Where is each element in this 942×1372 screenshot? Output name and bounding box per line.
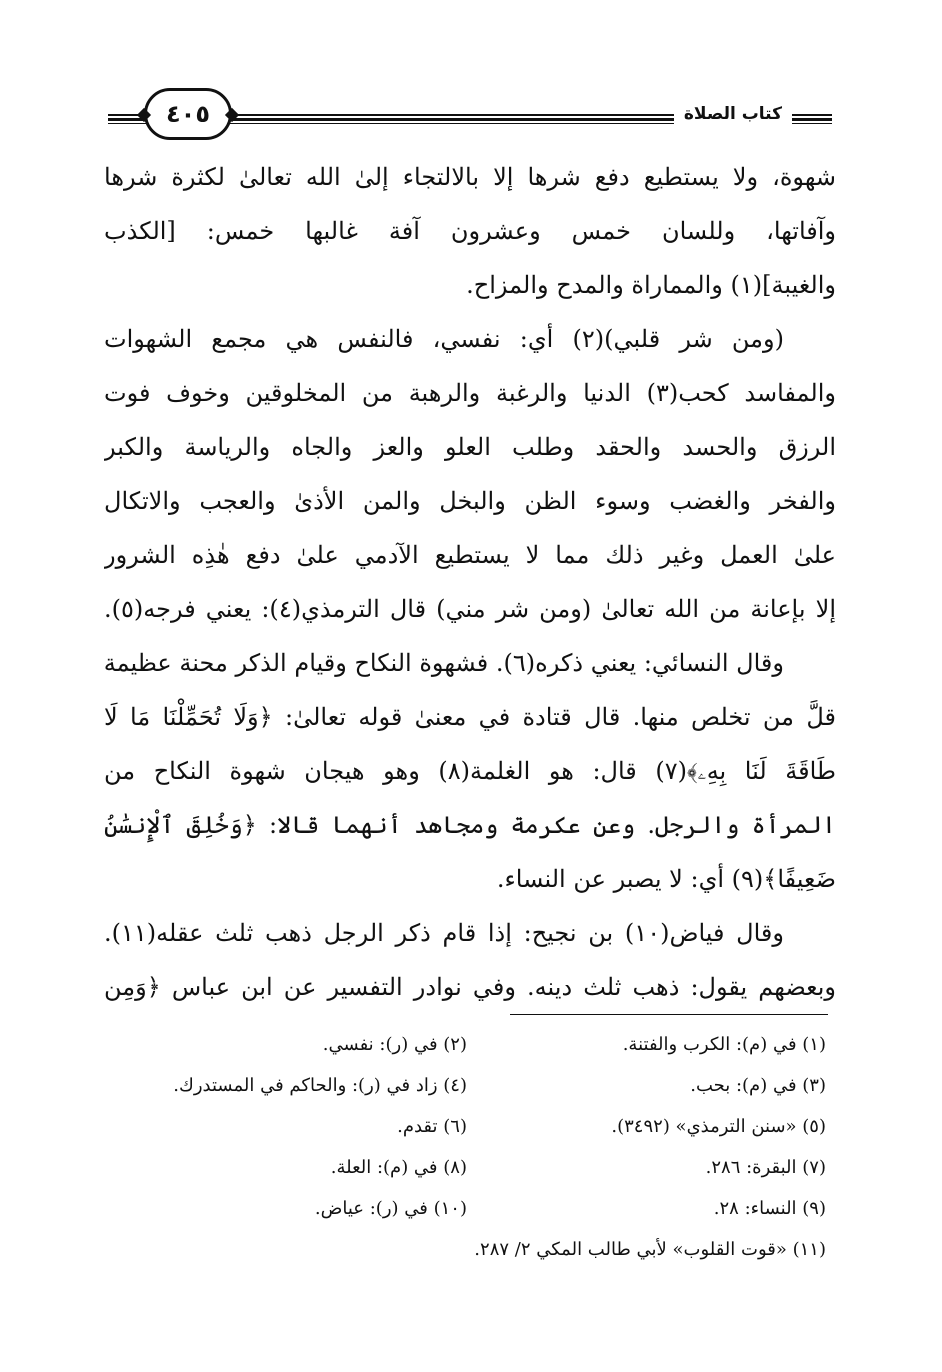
footnote: (٦) تقدم. — [397, 1116, 467, 1137]
footnote: (٧) البقرة: ٢٨٦. — [705, 1157, 826, 1178]
page-number: ٤٠٥ — [166, 100, 210, 128]
text-line: علىٰ العمل وغير ذلك مما لا يستطيع الآدمي علىٰ دفع هٰذِه الشرور — [104, 541, 836, 569]
text-line: وآفاتها، وللسان خمس وعشرون آفة غالبها خمس: [الكذب — [104, 217, 836, 245]
footnote: (٥) «سنن الترمذي» (٣٤٩٢). — [611, 1116, 826, 1137]
footnote: (٨) في (م): العلة. — [330, 1157, 467, 1178]
text-line: والفخر والغضب وسوء الظن والبخل والمن الأذىٰ والعجب والاتكال — [104, 487, 836, 515]
footnote-row — [108, 1188, 826, 1229]
footnote: (٢) في (ر): نفسي. — [322, 1034, 467, 1055]
text-line: الرزق والحسد والحقد وطلب العلو والعز والجاه والرياسة والكبر — [104, 433, 836, 461]
text-line: طَاقَةَ لَنَا بِهِۦ﴾(٧) قال: هو الغلمة(٨) وهو هيجان شهوة النكاح من — [104, 757, 836, 785]
text-line: والغيبة](١) والمماراة والمدح والمزاح. — [466, 271, 836, 299]
footnote-row — [108, 1106, 826, 1147]
text-line: وبعضهم يقول: ذهب ثلث دينه. وفي نوادر التفسير عن ابن عباس ﴿وَمِن — [104, 973, 836, 1001]
main-text — [104, 150, 836, 1014]
footnote: (١) في (م): الكرب والفتنة. — [622, 1034, 826, 1055]
text-line: شهوة، ولا يستطيع دفع شرها إلا بالالتجاء إلىٰ الله تعالىٰ لكثرة شرها — [104, 163, 836, 191]
footnote-row — [108, 1147, 826, 1188]
text-line: وقال فياض(١٠) بن نجيح: إذا قام ذكر الرجل ذهب ثلث عقله(١١). — [104, 919, 784, 947]
running-title: كتاب الصلاة — [674, 104, 792, 124]
text-line: (ومن شر قلبي)(٢) أي: نفسي، فالنفس هي مجمع الشهوات — [104, 325, 784, 353]
page-header — [108, 88, 832, 148]
page-number-frame — [144, 88, 232, 140]
text-line: وقال النسائي: يعني ذكره(٦). فشهوة النكاح وقيام الذكر محنة عظيمة — [104, 649, 784, 677]
text-line: ضَعِيفًا﴾(٩) أي: لا يصبر عن النساء. — [496, 865, 836, 893]
text-line: والمفاسد كحب(٣) الدنيا والرغبة والرهبة من المخلوقين وخوف فوت — [104, 379, 836, 407]
footnote: (١١) «قوت القلوب» لأبي طالب المكي ٢/ ٢٨٧. — [474, 1239, 826, 1260]
footnotes — [108, 1024, 826, 1270]
footnote: (٤) زاد في (ر): والحاكم في المستدرك. — [173, 1075, 467, 1096]
footnote-row — [108, 1024, 826, 1065]
footnote-row — [108, 1229, 826, 1270]
footnote: (١٠) في (ر): عياض. — [314, 1198, 467, 1219]
footnote: (٣) في (م): بحب. — [690, 1075, 826, 1096]
footnote-separator — [510, 1014, 828, 1015]
text-line: قلَّ من تخلص منها. قال قتادة في معنىٰ قوله تعالىٰ: ﴿وَلَا تُحَمِّلْنَا مَا لَا — [104, 703, 836, 731]
text-line: إلا بإعانة من الله تعالىٰ (ومن شر مني) قال الترمذي(٤): يعني فرجه(٥). — [104, 595, 836, 623]
footnote-row — [108, 1065, 826, 1106]
text-line: المرأة والرجل. وعن عكرمة ومجاهد أنهما قالا: ﴿وَخُلِقَ ٱلْإِنسَٰنُ — [104, 811, 836, 839]
footnote: (٩) النساء: ٢٨. — [713, 1198, 826, 1219]
